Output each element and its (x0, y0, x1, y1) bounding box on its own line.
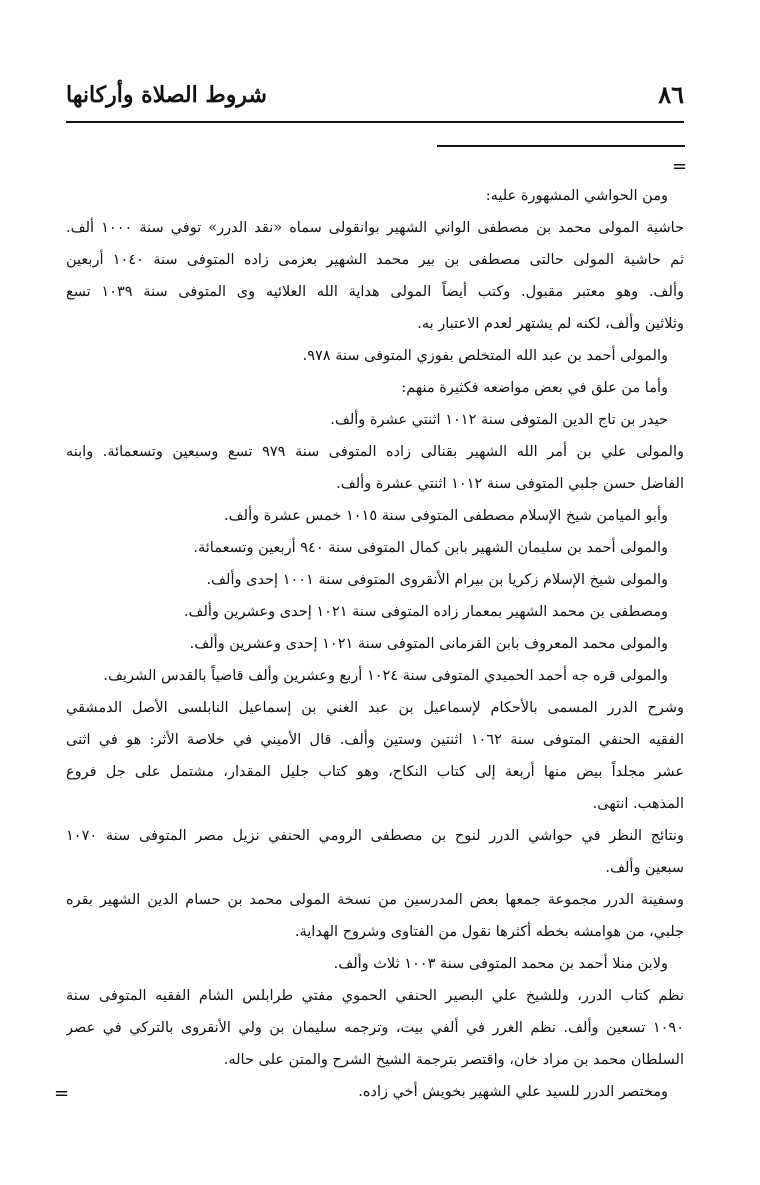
page-header (66, 78, 684, 118)
page-number: ٨٦ (658, 80, 684, 109)
text-line: وشرح الدرر المسمى بالأحكام لإسماعيل بن عبد الغني بن إسماعيل النابلسى الأصل الدمشقي (66, 700, 684, 716)
text-line: ثم حاشية المولى حالتى مصطفى بن بير محمد الشهير بعزمى زاده المتوفى سنة ١٠٤٠ أربعين (66, 252, 684, 268)
text-line: والمولى أحمد بن سليمان الشهير بابن كمال المتوفى سنة ٩٤٠ أربعين وتسعمائة. (193, 540, 668, 556)
text-line: وألف. وهو معتبر مقبول. وكتب أيضاً المولى هداية الله العلائيه وى المتوفى سنة ١٠٣٩ تسع (66, 284, 684, 300)
text-line: حيدر بن تاج الدين المتوفى سنة ١٠١٢ اثنتي عشرة وألف. (330, 412, 668, 428)
text-line: سبعين وألف. (605, 860, 684, 876)
header-rule (66, 121, 684, 123)
text-line: ولابن منلا أحمد بن محمد المتوفى سنة ١٠٠٣ ثلاث وألف. (333, 956, 668, 972)
text-line: ومن الحواشي المشهورة عليه: (485, 188, 668, 204)
text-line: وثلاثين وألف، لكنه لم يشتهر لعدم الاعتبار به. (417, 316, 684, 332)
text-line: ومصطفى بن محمد الشهير بمعمار زاده المتوفى سنة ١٠٢١ إحدى وعشرين وألف. (183, 604, 668, 620)
text-line: وأبو الميامن شيخ الإسلام مصطفى المتوفى سنة ١٠١٥ خمس عشرة وألف. (224, 508, 668, 524)
text-line: ١٠٩٠ تسعين وألف. نظم الغرر في ألفي بيت، وترجمه سليمان بن ولي الأنقروى بالتركي في عصر (66, 1020, 684, 1036)
text-line: السلطان محمد بن مراد خان، واقتصر بترجمة الشيخ الشرح والمتن على حاله. (223, 1052, 684, 1068)
text-line: ونتائج النظر في حواشي الدرر لنوح بن مصطفى الرومي الحنفي نزيل مصر المتوفى سنة ١٠٧٠ (66, 828, 684, 844)
text-line: حاشية المولى محمد بن مصطفى الواني الشهير بوانقولى سماه «نقد الدرر» توفي سنة ١٠٠٠ ألف. (66, 220, 684, 236)
text-line: الفاضل حسن جلبي المتوفى سنة ١٠١٢ اثنتي عشرة وألف. (336, 476, 684, 492)
text-line: عشر مجلداً بيض منها أربعة إلى كتاب النكاح، وهو كتاب جليل المقدار، مشتمل على جل فروع (66, 764, 684, 780)
continuation-rule (437, 145, 685, 147)
text-line: جلبي، من هوامشه بخطه أكثرها نقول من الفتاوى وشروح الهداية. (294, 924, 684, 940)
running-title: شروط الصلاة وأركانها (66, 82, 267, 108)
body-text (66, 180, 684, 1108)
text-line: والمولى قره جه أحمد الحميدي المتوفى سنة ١٠٢٤ أربع وعشرين وألف قاضياً بالقدس الشريف. (103, 668, 668, 684)
text-line: ومختصر الدرر للسيد علي الشهير بخويش أخي زاده. (358, 1084, 668, 1100)
text-line: الفقيه الحنفي المتوفى سنة ١٠٦٢ اثنتين وستين وألف. قال الأميني في خلاصة الأثر: هو في اثنى (66, 732, 684, 748)
text-line: وسفينة الدرر مجموعة جمعها بعض المدرسين من نسخة المولى محمد بن حسام الدين الشهير بقره (66, 892, 684, 908)
continuation-mark-bottom: = (54, 1083, 70, 1104)
text-line: نظم كتاب الدرر، وللشيخ علي البصير الحنفي الحموي مفتي طرابلس الشام الفقيه المتوفى سنة (66, 988, 684, 1004)
continuation-mark-top: = (672, 156, 688, 177)
text-line: وأما من علق في بعض مواضعه فكثيرة منهم: (401, 380, 668, 396)
text-line: والمولى محمد المعروف بابن القرمانى المتوفى سنة ١٠٢١ إحدى وعشرين وألف. (189, 636, 668, 652)
text-line: المذهب. انتهى. (592, 796, 684, 812)
text-line: والمولى أحمد بن عبد الله المتخلص بفوزي المتوفى سنة ٩٧٨. (302, 348, 668, 364)
text-line: والمولى علي بن أمر الله الشهير بقنالى زاده المتوفى سنة ٩٧٩ تسع وسبعين وتسعمائة. وابنه (66, 444, 684, 460)
text-line: والمولى شيخ الإسلام زكريا بن بيرام الأنقروى المتوفى سنة ١٠٠١ إحدى وألف. (206, 572, 668, 588)
